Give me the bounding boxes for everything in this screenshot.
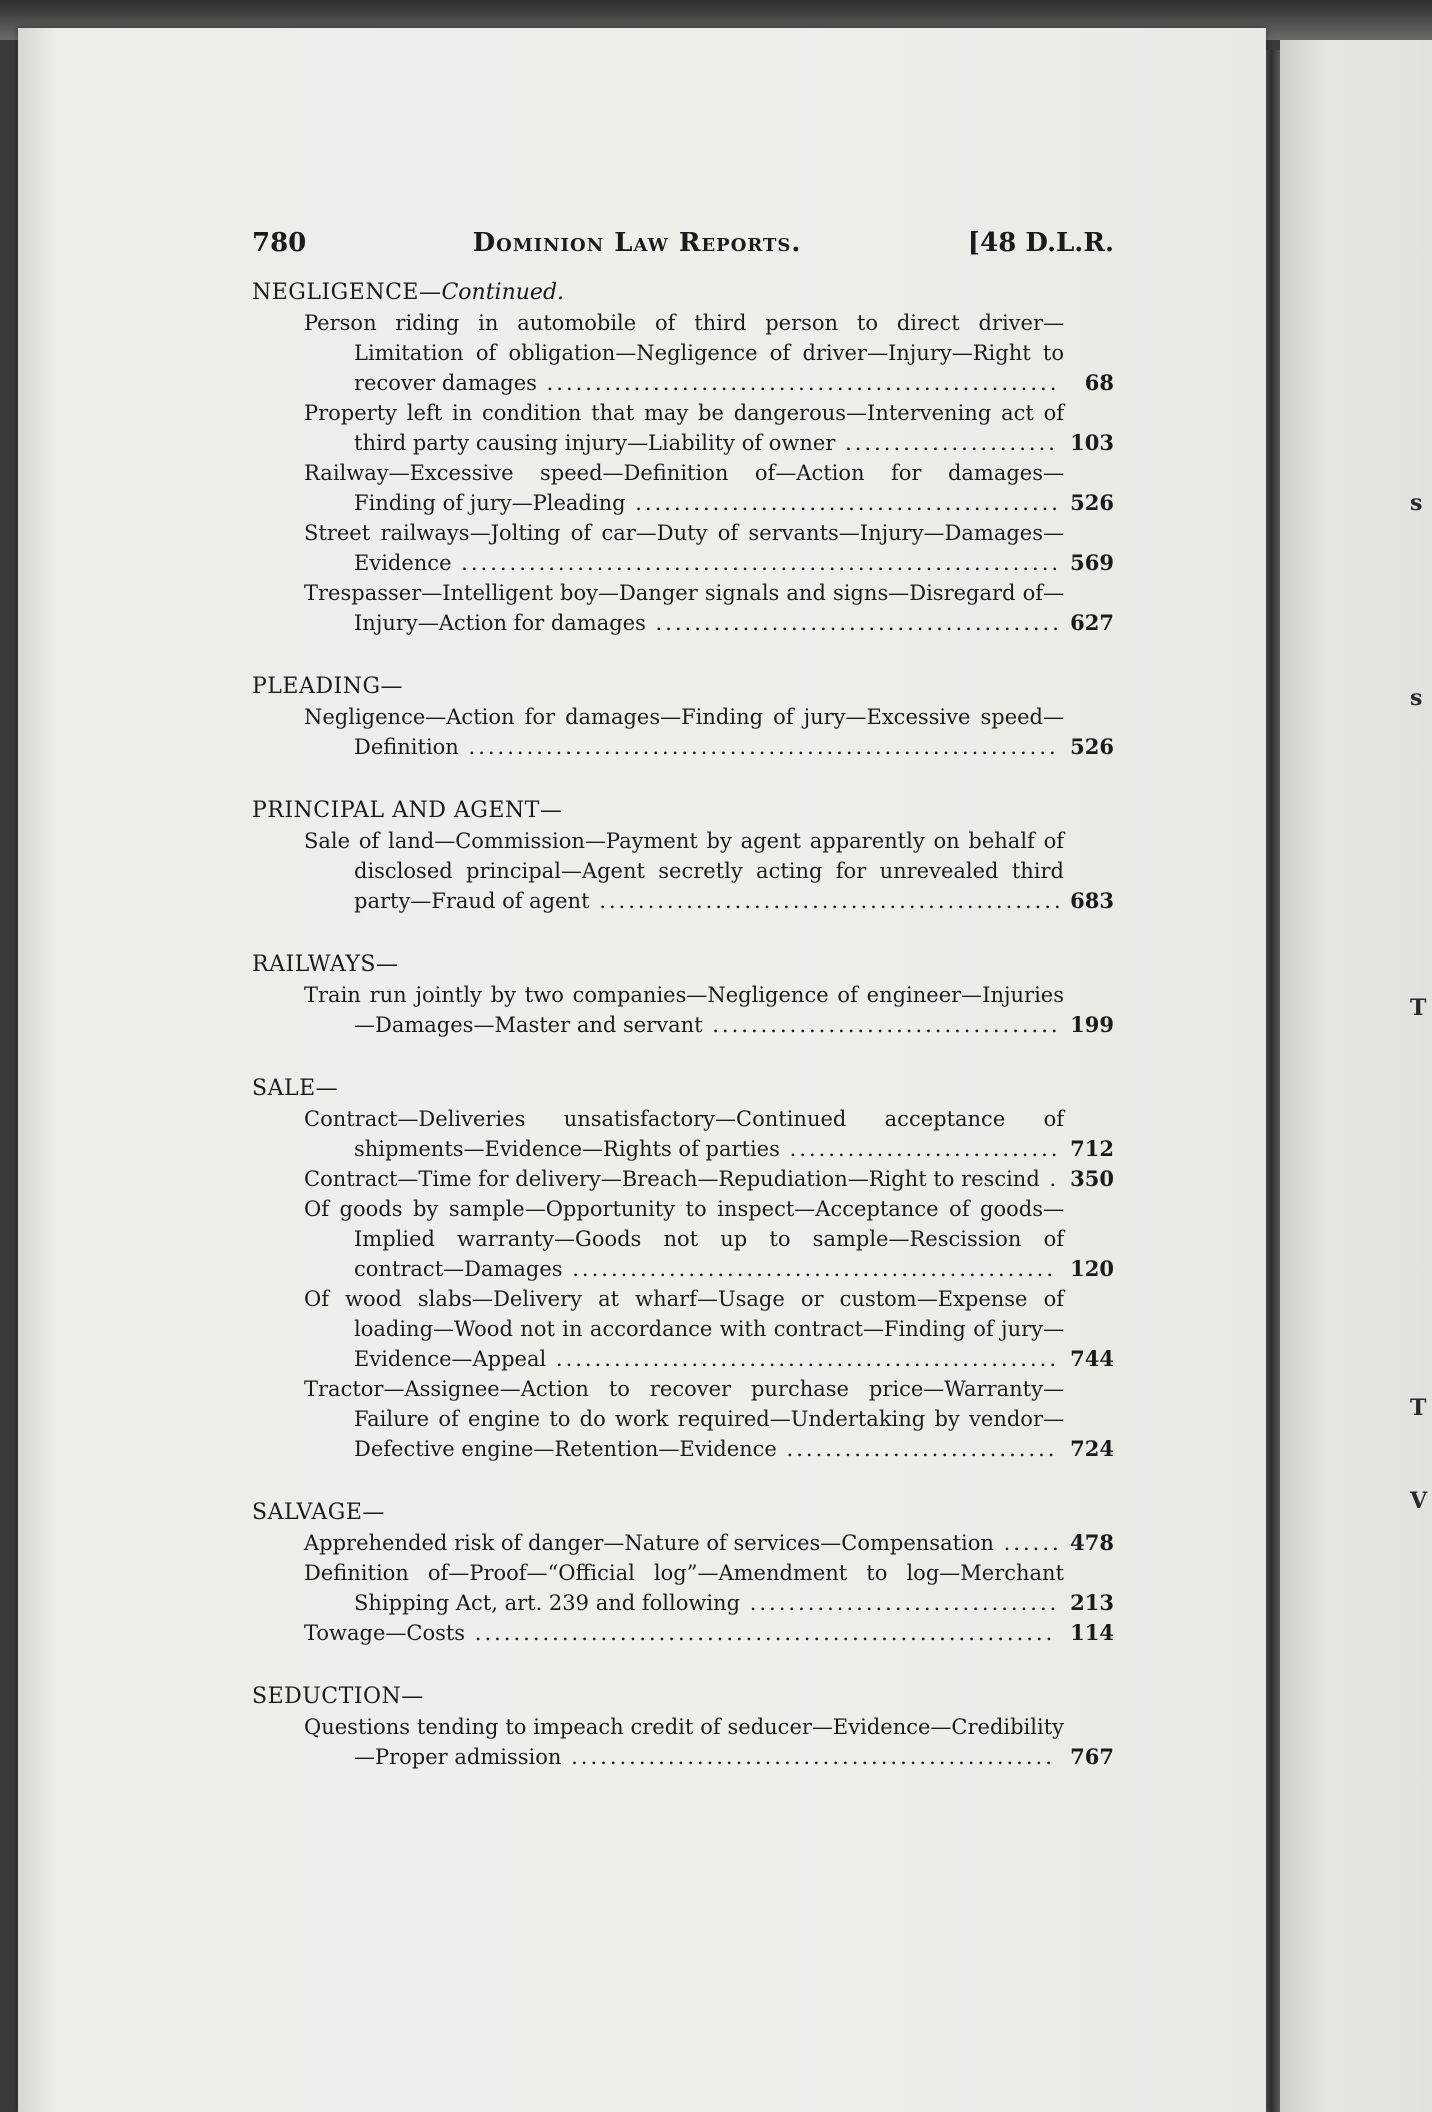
facing-page-edge-letter: s — [1410, 490, 1423, 516]
section-heading — [252, 1498, 1114, 1528]
index-entry — [252, 980, 1114, 1040]
index-entry — [252, 308, 1114, 398]
section-heading-text: PLEADING— — [252, 674, 404, 699]
index-entry — [252, 1528, 1114, 1558]
index-entry — [252, 1618, 1114, 1648]
entry-text: Of goods by sample—Opportunity to inspect—Acceptance of goods—Implied warranty—Goods not up to sample—Rescission of contract—Damages — [304, 1197, 1064, 1281]
section-heading — [252, 672, 1114, 702]
section-heading-text: SALVAGE— — [252, 1500, 385, 1525]
index-entry — [252, 1284, 1114, 1374]
entry-page-number: 350 — [1070, 1166, 1114, 1191]
section-heading — [252, 950, 1114, 980]
entry-page-number: 526 — [1070, 490, 1114, 515]
dot-leader: .................................................. — [561, 1745, 1055, 1769]
index-sections — [252, 278, 1114, 1772]
volume-label: [48 D.L.R. — [967, 228, 1114, 258]
facing-page — [1280, 40, 1432, 2112]
dot-leader: ............................ — [776, 1437, 1058, 1461]
page-number: 780 — [252, 228, 307, 258]
entry-text: Contract—Deliveries unsatisfactory—Continued acceptance of shipments—Evidence—Rights of parties — [304, 1107, 1064, 1161]
dot-leader: ............................ — [779, 1137, 1061, 1161]
entry-text: Towage—Costs — [304, 1621, 466, 1645]
continued-label: Continued. — [441, 280, 565, 305]
dot-leader: ................................................ — [589, 889, 1064, 913]
entry-text: Trespasser—Intelligent boy—Danger signals and signs—Disregard of—Injury—Action for damages — [304, 581, 1064, 635]
index-entry — [252, 1712, 1114, 1772]
facing-page-edge-letter: T — [1410, 1395, 1427, 1421]
index-section — [252, 278, 1114, 638]
entry-text: Train run jointly by two companies—Negligence of engineer—Injuries—Damages—Master and servant — [304, 983, 1064, 1037]
dot-leader: .................................................. — [562, 1257, 1057, 1281]
index-section — [252, 1498, 1114, 1648]
index-entry — [252, 826, 1114, 916]
facing-page-edge-letter: V — [1410, 1488, 1428, 1514]
entry-page-number: 199 — [1070, 1012, 1114, 1037]
section-heading — [252, 796, 1114, 826]
entry-page-number: 114 — [1070, 1620, 1114, 1645]
entry-text: Sale of land—Commission—Payment by agent apparently on behalf of disclosed principal—Agent secretly acting for unrevealed third party—Fraud of agent — [304, 829, 1064, 913]
index-section — [252, 950, 1114, 1040]
entry-page-number: 724 — [1070, 1436, 1114, 1461]
page-content — [252, 228, 1114, 1772]
facing-page-edge-letter: s — [1410, 685, 1423, 711]
index-entry — [252, 702, 1114, 762]
entry-text: Definition of—Proof—“Official log”—Amendment to log—Merchant Shipping Act, art. 239 and following — [304, 1561, 1064, 1615]
publication-title: Dominion Law Reports. — [472, 228, 802, 258]
dot-leader: ..................................................... — [536, 371, 1060, 395]
entry-page-number: 103 — [1070, 430, 1114, 455]
entry-text: Person riding in automobile of third person to direct driver—Limitation of obligation—Negligence of driver—Injury—Right to recover damages — [304, 311, 1064, 395]
dot-leader: . — [1039, 1167, 1060, 1191]
index-section — [252, 1074, 1114, 1464]
index-entry — [252, 1194, 1114, 1284]
entry-page-number: 569 — [1070, 550, 1114, 575]
index-entry — [252, 398, 1114, 458]
index-section — [252, 1682, 1114, 1772]
index-entry — [252, 1558, 1114, 1618]
index-entry — [252, 1104, 1114, 1164]
entry-page-number: 213 — [1070, 1590, 1114, 1615]
entry-page-number: 712 — [1070, 1136, 1114, 1161]
entry-page-number: 526 — [1070, 734, 1114, 759]
entry-page-number: 767 — [1070, 1744, 1114, 1769]
index-entry — [252, 518, 1114, 578]
entry-text: Street railways—Jolting of car—Duty of servants—Injury—Damages—Evidence — [304, 521, 1064, 575]
dot-leader: ...... — [993, 1531, 1062, 1555]
section-heading-text: SALE— — [252, 1076, 339, 1101]
dot-leader: .......................................... — [645, 611, 1062, 635]
dot-leader: .................................... — [702, 1013, 1061, 1037]
section-heading-text: SEDUCTION— — [252, 1684, 424, 1709]
section-heading — [252, 1074, 1114, 1104]
facing-page-edge-letter: T — [1410, 995, 1427, 1021]
section-heading — [252, 278, 1114, 308]
entry-page-number: 683 — [1070, 888, 1114, 913]
entry-page-number: 744 — [1070, 1346, 1114, 1371]
entry-page-number: 68 — [1084, 370, 1114, 395]
dot-leader: .............................................................. — [451, 551, 1062, 575]
dot-leader: ............................................ — [625, 491, 1061, 515]
entry-text: Tractor—Assignee—Action to recover purchase price—Warranty—Failure of engine to do work required—Undertaking by vendor—Defective engine—Retention—Evidence — [304, 1377, 1064, 1461]
entry-text: Contract—Time for delivery—Breach—Repudiation—Right to rescind — [304, 1167, 1040, 1191]
index-entry — [252, 1374, 1114, 1464]
section-heading — [252, 1682, 1114, 1712]
entry-page-number: 627 — [1070, 610, 1114, 635]
running-head — [252, 228, 1114, 264]
index-section — [252, 796, 1114, 916]
entry-text: Railway—Excessive speed—Definition of—Action for damages—Finding of jury—Pleading — [304, 461, 1064, 515]
index-section — [252, 672, 1114, 762]
entry-text: Questions tending to impeach credit of seducer—Evidence—Credibility—Proper admission — [304, 1715, 1064, 1769]
index-entry — [252, 1164, 1114, 1194]
section-heading-text: NEGLIGENCE— — [252, 280, 442, 305]
dot-leader: ............................................................ — [465, 1621, 1056, 1645]
dot-leader: ............................................................. — [458, 735, 1059, 759]
dot-leader: .................................................... — [546, 1347, 1060, 1371]
index-entry — [252, 458, 1114, 518]
entry-page-number: 478 — [1070, 1530, 1114, 1555]
entry-text: Negligence—Action for damages—Finding of jury—Excessive speed—Definition — [304, 705, 1064, 759]
dot-leader: ................................ — [740, 1591, 1060, 1615]
entry-text: Property left in condition that may be dangerous—Intervening act of third party causing injury—Liability of owner — [304, 401, 1064, 455]
section-heading-text: RAILWAYS— — [252, 952, 399, 977]
index-entry — [252, 578, 1114, 638]
entry-page-number: 120 — [1070, 1256, 1114, 1281]
entry-text: Apprehended risk of danger—Nature of services—Compensation — [304, 1531, 994, 1555]
dot-leader: ...................... — [835, 431, 1058, 455]
entry-text: Of wood slabs—Delivery at wharf—Usage or custom—Expense of loading—Wood not in accordance with contract—Finding of jury—Evidence—Appeal — [304, 1287, 1064, 1371]
section-heading-text: PRINCIPAL AND AGENT— — [252, 798, 563, 823]
